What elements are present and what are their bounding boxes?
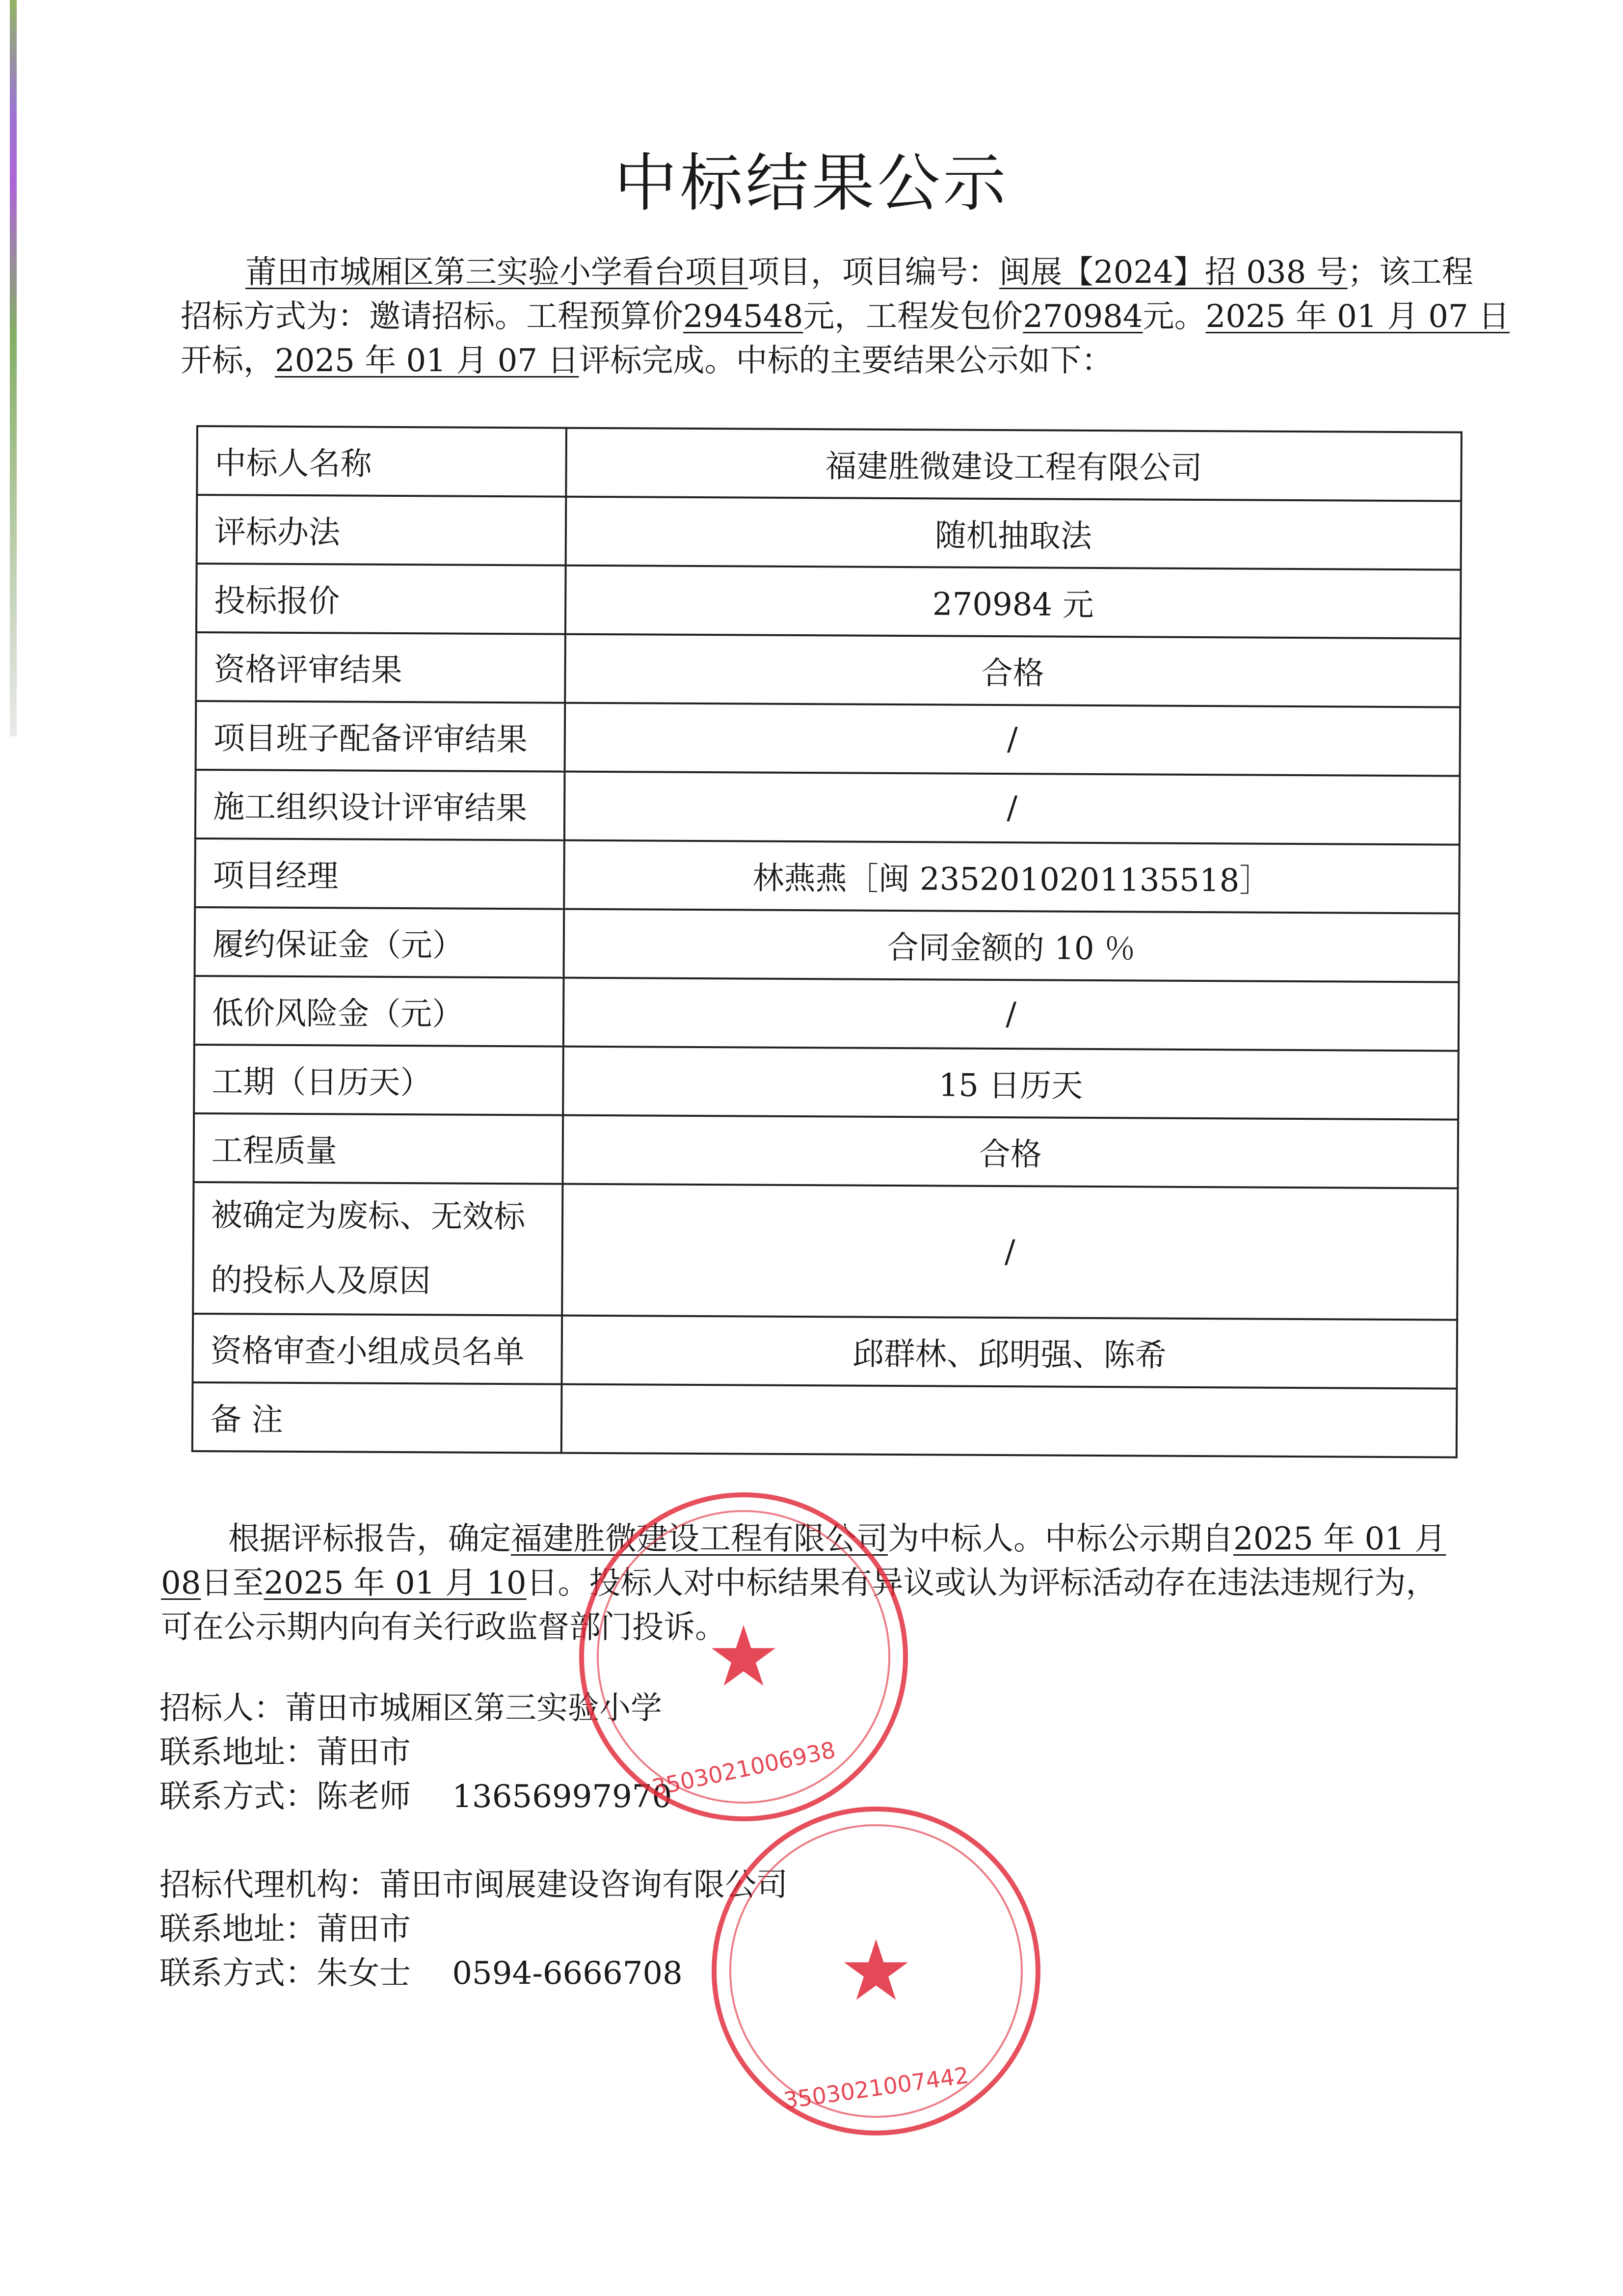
row-label [193, 1182, 562, 1316]
agency-seal-stamp [712, 1807, 1040, 2135]
page-title: 中标结果公示 [614, 147, 1009, 220]
row-value: 合格 [565, 634, 1461, 707]
table-row [194, 1045, 1459, 1120]
row-label: 投标报价 [196, 564, 566, 634]
budget-price: 294548 [683, 298, 803, 335]
intro-text: 招标方式为：邀请招标。工程预算价 [181, 298, 683, 335]
table-row [196, 564, 1461, 639]
contract-price: 270984 [1023, 298, 1143, 335]
row-label-line-1: 被确定为废标、无效标 [211, 1197, 526, 1236]
row-value: 随机抽取法 [566, 497, 1462, 570]
row-label: 低价风险金（元） [194, 976, 564, 1047]
conclusion-text: 根据评标报告，确定 [228, 1521, 511, 1557]
row-value: / [563, 978, 1459, 1051]
project-number: 闽展【2024】招 038 号 [999, 254, 1348, 291]
row-label: 工期（日历天） [194, 1045, 563, 1115]
seal-star-icon: ★ [706, 1608, 781, 1705]
tenderer-name: 招标人：莆田市城厢区第三实验小学 [160, 1690, 662, 1727]
tenderer-address: 联系地址：莆田市 [160, 1734, 411, 1771]
project-name: 莆田市城厢区第三实验小学看台项目 [245, 254, 748, 291]
publicity-start-day: 08 [161, 1565, 201, 1601]
conclusion-line-3: 可在公示期内向有关行政监督部门投诉。 [161, 1609, 726, 1646]
intro-line-2 [181, 295, 1510, 339]
table-row [196, 701, 1461, 776]
row-label: 项目班子配备评审结果 [196, 701, 565, 772]
row-value: 福建胜微建设工程有限公司 [566, 428, 1462, 501]
eval-date: 2025 年 01 月 07 日 [275, 343, 579, 379]
seal-inner-ring [729, 1824, 1023, 2118]
table-row [196, 632, 1461, 707]
row-value: / [562, 1184, 1458, 1320]
intro-text: 评标完成。中标的主要结果公示如下： [579, 343, 1113, 379]
row-label: 评标办法 [197, 495, 566, 566]
row-label-line-2: 的投标人及原因 [211, 1262, 431, 1300]
table-row [192, 1314, 1457, 1389]
intro-text: 项目，项目编号： [748, 254, 999, 291]
table-row [192, 1382, 1457, 1458]
conclusion-text: 为中标人。中标公示期自 [888, 1521, 1233, 1557]
table-row [197, 426, 1462, 501]
row-label: 中标人名称 [197, 426, 566, 497]
row-value: / [565, 703, 1461, 776]
scan-edge-strip [10, 0, 17, 736]
agency-address: 联系地址：莆田市 [160, 1911, 411, 1947]
open-date: 2025 年 01 月 07 日 [1205, 298, 1510, 335]
publicity-end-date: 2025 年 01 月 10 [264, 1565, 527, 1601]
row-label: 工程质量 [193, 1113, 563, 1184]
table-row [193, 1182, 1458, 1320]
row-label: 项目经理 [195, 838, 564, 909]
school-seal-number: 3503021006938 [649, 1736, 838, 1801]
result-table [191, 425, 1463, 1459]
row-value: 15 日历天 [563, 1047, 1459, 1120]
row-value [561, 1384, 1457, 1458]
row-value: 林燕燕［闽 2352010201135518］ [564, 840, 1460, 914]
intro-text: 元。 [1143, 298, 1206, 335]
intro-line-3 [181, 339, 1113, 383]
table-row [195, 907, 1460, 982]
school-seal-stamp [579, 1492, 908, 1821]
agency-contact: 联系方式：朱女士 0594-6666708 [160, 1955, 683, 1992]
row-value: 邱群林、邱明强、陈希 [561, 1316, 1457, 1389]
row-label: 资格审查小组成员名单 [192, 1314, 562, 1384]
row-label: 备 注 [192, 1382, 562, 1453]
row-label: 施工组织设计评审结果 [195, 770, 565, 840]
table-row [194, 976, 1459, 1051]
publicity-start-date: 2025 年 01 月 [1233, 1521, 1446, 1557]
intro-line-1 [245, 250, 1473, 295]
row-value: 270984 元 [565, 566, 1461, 639]
table-row [197, 495, 1462, 570]
table-row [193, 1113, 1458, 1189]
row-label: 资格评审结果 [196, 632, 565, 703]
conclusion-text: 日。投标人对中标结果有异议或认为评标活动存在违法违规行为， [526, 1565, 1437, 1601]
agency-seal-number: 3503021007442 [781, 2061, 971, 2114]
row-value: / [564, 772, 1460, 845]
row-label: 履约保证金（元） [195, 907, 564, 978]
row-value: 合格 [562, 1115, 1458, 1189]
table-row [195, 838, 1460, 914]
intro-text: ；该工程 [1347, 254, 1473, 291]
conclusion-text: 日至 [201, 1565, 264, 1601]
table-row [195, 770, 1460, 845]
winner-name: 福建胜微建设工程有限公司 [511, 1521, 888, 1557]
intro-text: 开标， [181, 343, 275, 379]
intro-text: 元，工程发包价 [803, 298, 1023, 335]
agency-name: 招标代理机构：莆田市闽展建设咨询有限公司 [160, 1867, 788, 1903]
row-value: 合同金额的 10 ％ [564, 909, 1460, 982]
tenderer-contact: 联系方式：陈老师 13656997970 [160, 1779, 672, 1815]
seal-star-icon: ★ [838, 1922, 914, 2020]
